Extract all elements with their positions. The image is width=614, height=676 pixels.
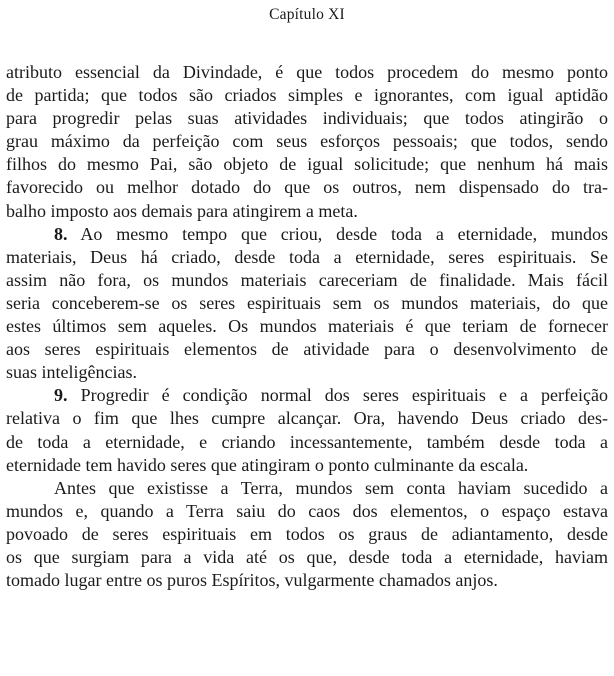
text-line: favorecido ou melhor dotado do que os outros, nem dispensado do tra-	[6, 177, 608, 198]
text-line-content: Ao mesmo tempo que criou, desde toda a eternidade, mundos	[80, 223, 608, 244]
text-line: materiais, Deus há criado, desde toda a eternidade, seres espirituais. Se	[6, 246, 608, 267]
text-line: mundos e, quando a Terra saiu do caos dos elementos, o espaço estava	[6, 500, 608, 521]
text-line	[6, 223, 608, 246]
text-line: suas inteligências.	[6, 362, 137, 383]
text-line: eternidade tem havido seres que atingiram o ponto culminante da escala.	[6, 454, 529, 475]
paragraph-number: 9.	[54, 385, 68, 406]
text-line: Antes que existisse a Terra, mundos sem conta haviam sucedido a	[54, 477, 608, 498]
text-line: para progredir pelas suas atividades individuais; que todos atingirão o	[6, 108, 608, 129]
text-line: seria conceberem-se os seres espirituais sem os mundos materiais, do que	[6, 292, 608, 313]
text-line: balho imposto aos demais para atingirem a meta.	[6, 200, 358, 221]
text-line: povoado de seres espirituais em todos os graus de adiantamento, desde	[6, 523, 608, 544]
paragraph-9	[6, 384, 608, 476]
text-line: os que surgiam para a vida até os que, desde toda a eternidade, haviam	[6, 546, 608, 567]
paragraph-9-continued	[6, 477, 608, 592]
text-line	[6, 384, 608, 407]
text-line: estes últimos sem aqueles. Os mundos materiais é que teriam de fornecer	[6, 316, 608, 337]
text-line: de partida; que todos são criados simples e ignorantes, com igual aptidão	[6, 85, 608, 106]
text-line-content: Progredir é condição normal dos seres espirituais e a perfeição	[80, 385, 609, 406]
paragraph-continued	[6, 61, 608, 223]
text-line: grau máximo da perfeição com seus esforços pessoais; que todos, sendo	[6, 131, 608, 152]
text-line: filhos do mesmo Pai, são objeto de igual solicitude; que nenhum há mais	[6, 154, 608, 175]
body-text	[6, 61, 608, 592]
paragraph-number: 8.	[54, 223, 68, 244]
running-head-chapter-title: Capítulo XI	[269, 6, 345, 23]
text-line: relativa o fim que lhes cumpre alcançar. Ora, havendo Deus criado des-	[6, 408, 608, 429]
text-line: de toda a eternidade, e criando incessantemente, também desde toda a	[6, 431, 608, 452]
text-line: aos seres espirituais elementos de atividade para o desenvolvimento de	[6, 339, 608, 360]
text-line: atributo essencial da Divindade, é que todos procedem do mesmo ponto	[6, 62, 608, 82]
text-line: tomado lugar entre os puros Espíritos, vulgarmente chamados anjos.	[6, 570, 498, 591]
text-line: assim não fora, os mundos materiais careceriam de finalidade. Mais fácil	[6, 269, 608, 290]
paragraph-8	[6, 223, 608, 385]
